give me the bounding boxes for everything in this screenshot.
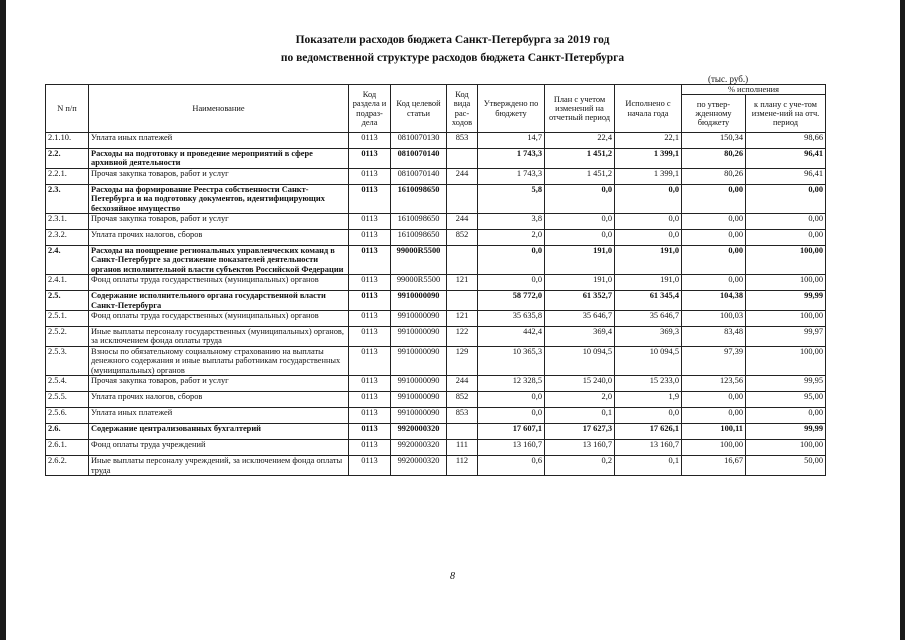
cell-target: 9910000090 [391,376,447,392]
cell-executed: 0,1 [615,456,682,476]
cell-pct-plan: 100,00 [746,311,826,327]
cell-plan: 22,4 [545,133,615,149]
cell-plan: 17 627,3 [545,424,615,440]
cell-executed: 17 626,1 [615,424,682,440]
cell-target: 0810070140 [391,168,447,184]
cell-name: Содержание централизованных бухгалтерий [89,424,349,440]
cell-pct-approved: 0,00 [682,392,746,408]
page-number: 8 [450,571,455,582]
cell-num: 2.5.3. [46,346,89,375]
cell-name: Иные выплаты персоналу учреждений, за исключением фонда оплаты труда [89,456,349,476]
cell-pct-plan: 99,99 [746,291,826,311]
table-row [46,230,826,246]
cell-plan: 35 646,7 [545,311,615,327]
cell-target: 9910000090 [391,346,447,375]
cell-num: 2.6.2. [46,456,89,476]
cell-num: 2.4. [46,246,89,275]
table-row [46,392,826,408]
cell-approved: 13 160,7 [478,440,545,456]
cell-name: Расходы на подготовку и проведение мероприятий в сфере архивной деятельности [89,149,349,169]
cell-num: 2.5.2. [46,327,89,347]
cell-section: 0113 [349,440,391,456]
cell-plan: 0,0 [545,230,615,246]
cell-section: 0113 [349,392,391,408]
cell-num: 2.2. [46,149,89,169]
cell-num: 2.3.2. [46,230,89,246]
cell-pct-approved: 0,00 [682,230,746,246]
cell-type: 129 [447,346,478,375]
cell-approved: 35 635,8 [478,311,545,327]
cell-type: 121 [447,275,478,291]
cell-name: Расходы на формирование Реестра собственности Санкт-Петербурга и на подготовку документов, идентифицирующих бесхозяйное имущество [89,184,349,213]
cell-name: Фонд оплаты труда государственных (муниципальных) органов [89,311,349,327]
cell-type: 122 [447,327,478,347]
cell-approved: 17 607,1 [478,424,545,440]
cell-plan: 1 451,2 [545,168,615,184]
cell-target: 99000R5500 [391,246,447,275]
cell-executed: 369,3 [615,327,682,347]
header-section: Код раздела и подраз-дела [349,85,391,133]
cell-executed: 15 233,0 [615,376,682,392]
cell-pct-approved: 100,11 [682,424,746,440]
cell-type: 244 [447,214,478,230]
cell-plan: 0,0 [545,214,615,230]
cell-pct-approved: 0,00 [682,214,746,230]
cell-pct-plan: 96,41 [746,168,826,184]
table-row [46,184,826,213]
cell-executed: 1 399,1 [615,168,682,184]
cell-num: 2.6.1. [46,440,89,456]
cell-num: 2.5.6. [46,408,89,424]
cell-approved: 1 743,3 [478,149,545,169]
cell-target: 1610098650 [391,214,447,230]
cell-section: 0113 [349,456,391,476]
cell-name: Уплата прочих налогов, сборов [89,230,349,246]
cell-name: Фонд оплаты труда государственных (муниципальных) органов [89,275,349,291]
table-row [46,133,826,149]
document-title: Показатели расходов бюджета Санкт-Петербурга за 2019 год [295,34,610,46]
cell-plan: 369,4 [545,327,615,347]
cell-target: 99000R5500 [391,275,447,291]
cell-pct-approved: 0,00 [682,184,746,213]
cell-target: 9920000320 [391,456,447,476]
table-row [46,214,826,230]
cell-approved: 0,0 [478,275,545,291]
header-approved: Утверждено по бюджету [478,85,545,133]
cell-target: 9910000090 [391,311,447,327]
cell-pct-plan: 100,00 [746,346,826,375]
cell-section: 0113 [349,214,391,230]
cell-executed: 1,9 [615,392,682,408]
cell-type [447,291,478,311]
units-label: (тыс. руб.) [708,74,749,84]
cell-section: 0113 [349,291,391,311]
cell-executed: 10 094,5 [615,346,682,375]
cell-name: Прочая закупка товаров, работ и услуг [89,168,349,184]
cell-name: Содержание исполнительного органа государственной власти Санкт-Петербурга [89,291,349,311]
cell-target: 9910000090 [391,291,447,311]
cell-type: 853 [447,408,478,424]
cell-pct-approved: 0,00 [682,275,746,291]
cell-pct-plan: 98,66 [746,133,826,149]
header-target: Код целевой статьи [391,85,447,133]
table-row [46,246,826,275]
cell-num: 2.6. [46,424,89,440]
cell-name: Прочая закупка товаров, работ и услуг [89,376,349,392]
cell-name: Взносы по обязательному социальному страхованию на выплаты денежного содержания и иные выплаты работникам государственных (муниципальных) органов [89,346,349,375]
cell-pct-plan: 50,00 [746,456,826,476]
cell-num: 2.5. [46,291,89,311]
cell-section: 0113 [349,311,391,327]
cell-approved: 10 365,3 [478,346,545,375]
header-plan: План с учетом изменений на отчетный период [545,85,615,133]
cell-plan: 13 160,7 [545,440,615,456]
cell-approved: 58 772,0 [478,291,545,311]
cell-target: 9910000090 [391,408,447,424]
cell-section: 0113 [349,424,391,440]
cell-num: 2.1.10. [46,133,89,149]
cell-num: 2.5.5. [46,392,89,408]
cell-plan: 61 352,7 [545,291,615,311]
cell-name: Прочая закупка товаров, работ и услуг [89,214,349,230]
cell-pct-approved: 83,48 [682,327,746,347]
cell-pct-approved: 80,26 [682,149,746,169]
cell-plan: 15 240,0 [545,376,615,392]
cell-pct-approved: 150,34 [682,133,746,149]
cell-approved: 3,8 [478,214,545,230]
cell-pct-approved: 97,39 [682,346,746,375]
cell-executed: 61 345,4 [615,291,682,311]
cell-type: 111 [447,440,478,456]
table-row [46,168,826,184]
cell-pct-approved: 0,00 [682,246,746,275]
cell-section: 0113 [349,327,391,347]
cell-pct-plan: 99,99 [746,424,826,440]
cell-plan: 1 451,2 [545,149,615,169]
cell-pct-approved: 123,56 [682,376,746,392]
cell-section: 0113 [349,184,391,213]
table-row [46,291,826,311]
cell-type: 244 [447,168,478,184]
cell-type: 112 [447,456,478,476]
table-row [46,149,826,169]
cell-executed: 0,0 [615,230,682,246]
cell-approved: 442,4 [478,327,545,347]
budget-table [45,84,826,476]
cell-name: Иные выплаты персоналу государственных (муниципальных) органов, за исключением фонда оплаты труда [89,327,349,347]
cell-type [447,424,478,440]
cell-type: 121 [447,311,478,327]
cell-target: 0810070140 [391,149,447,169]
cell-type: 244 [447,376,478,392]
cell-executed: 191,0 [615,246,682,275]
cell-num: 2.5.4. [46,376,89,392]
cell-section: 0113 [349,346,391,375]
table-row [46,424,826,440]
cell-target: 9910000090 [391,327,447,347]
cell-name: Уплата иных платежей [89,408,349,424]
cell-plan: 0,1 [545,408,615,424]
cell-section: 0113 [349,275,391,291]
cell-num: 2.5.1. [46,311,89,327]
cell-pct-plan: 99,97 [746,327,826,347]
cell-plan: 191,0 [545,246,615,275]
cell-section: 0113 [349,408,391,424]
header-name: Наименование [89,85,349,133]
cell-name: Уплата иных платежей [89,133,349,149]
scan-edge-right [900,0,905,640]
cell-type: 852 [447,230,478,246]
table-row [46,456,826,476]
cell-approved: 1 743,3 [478,168,545,184]
cell-num: 2.3. [46,184,89,213]
cell-plan: 0,2 [545,456,615,476]
cell-target: 9920000320 [391,424,447,440]
cell-section: 0113 [349,133,391,149]
cell-pct-plan: 100,00 [746,246,826,275]
cell-name: Расходы на поощрение региональных управленческих команд в Санкт-Петербурге за достижение показателей деятельности органов исполнительной власти субъектов Российской Федерации [89,246,349,275]
cell-section: 0113 [349,149,391,169]
header-pct-group: % исполнения [682,85,826,95]
document-subtitle: по ведомственной структуре расходов бюджета Санкт-Петербурга [280,52,625,64]
cell-type: 852 [447,392,478,408]
scan-edge-left [0,0,6,640]
cell-executed: 13 160,7 [615,440,682,456]
cell-num: 2.2.1. [46,168,89,184]
cell-plan: 0,0 [545,184,615,213]
cell-name: Фонд оплаты труда учреждений [89,440,349,456]
cell-section: 0113 [349,246,391,275]
cell-pct-plan: 99,95 [746,376,826,392]
table-row [46,327,826,347]
cell-section: 0113 [349,230,391,246]
cell-approved: 0,0 [478,408,545,424]
cell-executed: 22,1 [615,133,682,149]
table-row [46,440,826,456]
cell-target: 9910000090 [391,392,447,408]
cell-executed: 191,0 [615,275,682,291]
cell-pct-approved: 100,03 [682,311,746,327]
cell-pct-plan: 0,00 [746,230,826,246]
table-row [46,346,826,375]
cell-plan: 191,0 [545,275,615,291]
cell-executed: 0,0 [615,408,682,424]
cell-executed: 1 399,1 [615,149,682,169]
cell-pct-plan: 100,00 [746,440,826,456]
cell-type [447,184,478,213]
cell-approved: 12 328,5 [478,376,545,392]
cell-pct-approved: 16,67 [682,456,746,476]
table-row [46,311,826,327]
cell-pct-plan: 0,00 [746,214,826,230]
cell-pct-plan: 0,00 [746,408,826,424]
cell-plan: 10 094,5 [545,346,615,375]
table-row [46,275,826,291]
cell-type [447,149,478,169]
cell-type: 853 [447,133,478,149]
cell-num: 2.3.1. [46,214,89,230]
table-row [46,376,826,392]
cell-target: 0810070130 [391,133,447,149]
cell-approved: 0,6 [478,456,545,476]
cell-target: 1610098650 [391,230,447,246]
cell-pct-approved: 0,00 [682,408,746,424]
cell-executed: 0,0 [615,214,682,230]
cell-name: Уплата прочих налогов, сборов [89,392,349,408]
cell-approved: 5,8 [478,184,545,213]
cell-executed: 0,0 [615,184,682,213]
cell-section: 0113 [349,168,391,184]
cell-approved: 2,0 [478,230,545,246]
cell-pct-plan: 100,00 [746,275,826,291]
cell-approved: 0,0 [478,246,545,275]
cell-pct-plan: 95,00 [746,392,826,408]
header-executed: Исполнено с начала года [615,85,682,133]
cell-approved: 14,7 [478,133,545,149]
cell-type [447,246,478,275]
header-type: Код вида рас-ходов [447,85,478,133]
cell-target: 1610098650 [391,184,447,213]
header-num: N п/п [46,85,89,133]
cell-pct-approved: 104,38 [682,291,746,311]
table-row [46,408,826,424]
cell-pct-approved: 100,00 [682,440,746,456]
cell-section: 0113 [349,376,391,392]
cell-target: 9920000320 [391,440,447,456]
header-pct-plan: к плану с уче-том измене-ний на отч. период [746,95,826,133]
cell-approved: 0,0 [478,392,545,408]
cell-pct-plan: 96,41 [746,149,826,169]
cell-pct-plan: 0,00 [746,184,826,213]
cell-plan: 2,0 [545,392,615,408]
cell-executed: 35 646,7 [615,311,682,327]
cell-num: 2.4.1. [46,275,89,291]
cell-pct-approved: 80,26 [682,168,746,184]
header-pct-approved: по утвер-жденному бюджету [682,95,746,133]
